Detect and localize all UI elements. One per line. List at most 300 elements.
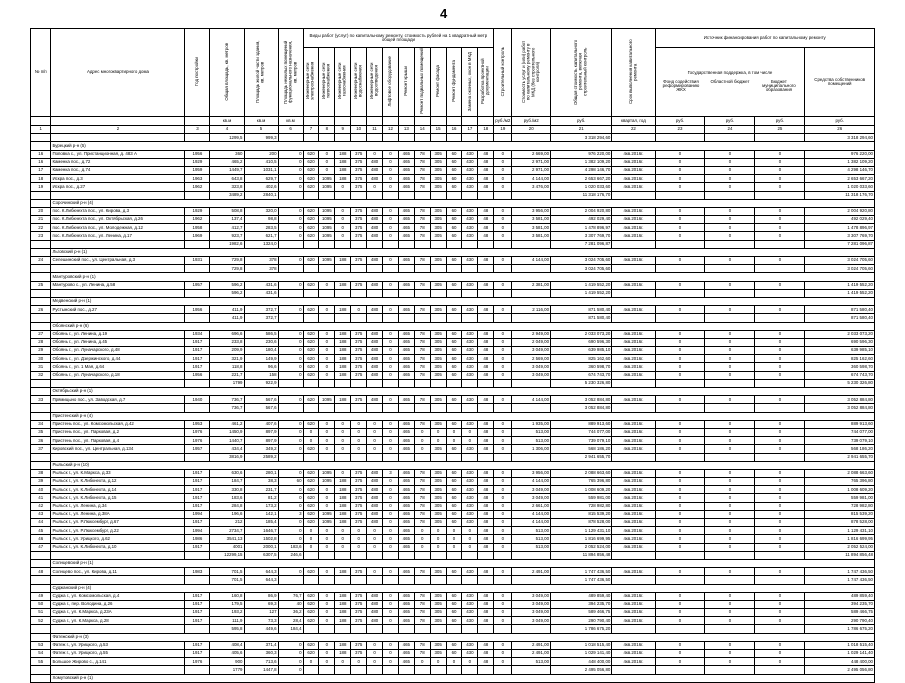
page-number: 4 <box>440 6 448 21</box>
fund-reform: 0 <box>655 428 705 436</box>
row-number: 17 <box>31 166 51 174</box>
fund-reform: 0 <box>655 617 705 625</box>
cell <box>755 265 805 273</box>
work-cost: 48 <box>478 371 494 379</box>
year: 1940 <box>185 396 210 404</box>
work-cost: 1095 <box>319 519 335 527</box>
row-number: 45 <box>31 527 51 535</box>
deadline: 4кв.2016г. <box>612 535 655 543</box>
cell <box>612 453 655 461</box>
work-cost: 0 <box>319 338 335 346</box>
work-cost: 620 <box>303 224 319 232</box>
nonres-area: 0 <box>278 445 303 453</box>
total-cost: 815 539,20 <box>551 510 612 518</box>
table-row <box>31 175 875 183</box>
work-cost: 60 <box>446 568 462 576</box>
header-control: Строительный контроль <box>494 29 512 117</box>
municipal-budget: 0 <box>755 543 805 551</box>
control: 0 <box>494 600 512 608</box>
cell <box>494 314 512 322</box>
year: 1969 <box>185 232 210 240</box>
cell <box>478 191 494 199</box>
municipal-budget: 0 <box>755 568 805 576</box>
cell <box>185 666 210 674</box>
owners-funds: 3 052 884,80 <box>805 396 875 404</box>
deadline: 4кв.2016г. <box>612 207 655 215</box>
address: Обоянь г., ул. Ленина, д.45 <box>51 338 185 346</box>
fund-reform: 0 <box>655 527 705 535</box>
unit-cell <box>383 117 399 126</box>
cell <box>335 289 351 297</box>
subtotal-living: 644,3 <box>244 576 278 584</box>
regional-budget: 0 <box>705 232 755 240</box>
total-area: 233,8 <box>210 338 244 346</box>
subtotal-area: 3489,2 <box>210 191 244 199</box>
nonres-area: 0 <box>278 224 303 232</box>
nonres-area: 0 <box>278 650 303 658</box>
table-header <box>31 29 875 126</box>
subtotal-owners: 3 052 884,80 <box>805 404 875 412</box>
cost-per-sqm: 513,00 <box>512 543 551 551</box>
work-cost: 480 <box>367 371 383 379</box>
owners-funds: 674 743,70 <box>805 371 875 379</box>
header-fund-reform: Фонд содействия реформированию ЖКХ <box>662 78 700 93</box>
unit-cell <box>430 117 446 126</box>
unit-cell: руб. <box>655 117 705 126</box>
year: 1917 <box>185 600 210 608</box>
deadline: 4кв.2016г. <box>612 568 655 576</box>
municipal-budget: 0 <box>755 650 805 658</box>
subtotal-row <box>31 191 875 199</box>
work-cost: 0 <box>319 592 335 600</box>
column-number: 6 <box>278 126 303 134</box>
cell <box>185 314 210 322</box>
cell <box>462 314 478 322</box>
cell <box>430 551 446 559</box>
work-cost: 620 <box>303 371 319 379</box>
header-fund-group: Источник финансирования работ по капитальному ремонту <box>655 29 874 48</box>
unit-cell <box>303 117 319 126</box>
work-cost: 305 <box>430 420 446 428</box>
living-area: 38,3 <box>244 478 278 486</box>
cell <box>705 625 755 633</box>
work-cost: 188 <box>335 568 351 576</box>
work-cost: 375 <box>351 363 367 371</box>
work-cost: 188 <box>335 592 351 600</box>
address: Рыльск г., ул. Ленина, д.38А <box>51 510 185 518</box>
subtotal-living: 431,6 <box>244 289 278 297</box>
work-cost: 375 <box>351 166 367 174</box>
work-cost: 48 <box>478 445 494 453</box>
cell <box>31 379 51 387</box>
living-area: 1646,7 <box>244 527 278 535</box>
fund-reform: 0 <box>655 502 705 510</box>
living-area: 96,6 <box>244 363 278 371</box>
fund-reform: 0 <box>655 396 705 404</box>
subtotal-total: 11 318 176,70 <box>551 191 612 199</box>
fund-reform: 0 <box>655 486 705 494</box>
work-cost: 0 <box>462 658 478 666</box>
cell <box>414 453 430 461</box>
cell <box>383 191 399 199</box>
regional-budget: 0 <box>705 641 755 649</box>
cell <box>31 412 51 420</box>
cell <box>31 248 51 256</box>
work-cost: 480 <box>367 617 383 625</box>
work-cost: 0 <box>383 183 399 191</box>
year: 1917 <box>185 641 210 649</box>
work-cost: 60 <box>446 232 462 240</box>
column-number: 7 <box>303 126 319 134</box>
subtotal-total: 2 495 056,80 <box>551 666 612 674</box>
nonres-area: 0 <box>278 338 303 346</box>
cell <box>31 134 51 142</box>
work-cost: 620 <box>303 469 319 477</box>
work-cost: 0 <box>367 641 383 649</box>
work-cost: 48 <box>478 535 494 543</box>
nonres-area: 0 <box>278 232 303 240</box>
cell <box>51 404 185 412</box>
row-number: 34 <box>31 420 51 428</box>
work-cost: 375 <box>351 650 367 658</box>
work-cost: 430 <box>462 207 478 215</box>
cell <box>512 314 551 322</box>
work-cost: 48 <box>478 166 494 174</box>
table-row <box>31 338 875 346</box>
work-cost: 465 <box>398 478 414 486</box>
cell <box>31 142 51 150</box>
work-cost: 480 <box>367 494 383 502</box>
cell <box>31 625 51 633</box>
nonres-area: 0 <box>278 494 303 502</box>
work-cost: 375 <box>351 207 367 215</box>
work-cost: 620 <box>303 396 319 404</box>
work-cost: 188 <box>335 338 351 346</box>
subtotal-row <box>31 134 875 142</box>
work-cost: 60 <box>446 166 462 174</box>
total-cost: 674 743,70 <box>551 371 612 379</box>
total-cost: 589 466,75 <box>551 609 612 617</box>
work-cost: 0 <box>383 510 399 518</box>
cell <box>319 289 335 297</box>
owners-funds: 1 382 109,20 <box>805 158 875 166</box>
cell <box>705 240 755 248</box>
owners-funds: 1 419 552,20 <box>805 281 875 289</box>
cell <box>185 265 210 273</box>
address: Обоянь г., ул. Луначарского, д.48 <box>51 347 185 355</box>
total-cost: 889 913,60 <box>551 420 612 428</box>
work-cost: 620 <box>303 609 319 617</box>
unit-cell: кв.м <box>210 117 244 126</box>
total-cost: 871 580,40 <box>551 306 612 314</box>
address: Рустынский пос., д.27 <box>51 306 185 314</box>
work-cost: 0 <box>319 347 335 355</box>
cell <box>303 379 319 387</box>
work-cost: 60 <box>446 600 462 608</box>
cell <box>705 551 755 559</box>
deadline: 4кв.2016г. <box>612 338 655 346</box>
header-work: Инженерные сети водоотведения <box>367 48 383 117</box>
municipal-budget: 0 <box>755 257 805 265</box>
regional-budget: 0 <box>705 347 755 355</box>
table-row <box>31 166 875 174</box>
table-row <box>31 543 875 551</box>
total-cost: 1 008 609,20 <box>551 486 612 494</box>
address: Рыльск г., ул. К.Либкнехта, д.12 <box>51 478 185 486</box>
work-cost: 375 <box>351 257 367 265</box>
work-cost: 0 <box>383 650 399 658</box>
work-cost: 0 <box>446 658 462 666</box>
cell <box>398 576 414 584</box>
district-name: Бурецкий р-н (5) <box>51 142 875 150</box>
row-number: 23 <box>31 232 51 240</box>
cell <box>755 453 805 461</box>
work-cost: 78 <box>414 420 430 428</box>
cell <box>383 289 399 297</box>
work-cost: 0 <box>319 641 335 649</box>
cell <box>351 576 367 584</box>
fund-reform: 0 <box>655 510 705 518</box>
work-cost: 0 <box>319 306 335 314</box>
work-cost: 620 <box>303 445 319 453</box>
work-cost: 375 <box>351 330 367 338</box>
owners-funds: 2 052 524,00 <box>805 543 875 551</box>
cell <box>494 404 512 412</box>
work-cost: 0 <box>462 527 478 535</box>
cost-per-sqm: 2 661,00 <box>512 502 551 510</box>
work-cost: 0 <box>383 330 399 338</box>
work-cost: 0 <box>383 527 399 535</box>
work-cost: 430 <box>462 347 478 355</box>
subtotal-area: 596,2 <box>210 289 244 297</box>
work-cost: 620 <box>303 519 319 527</box>
subtotal-area: 1982,6 <box>210 240 244 248</box>
total-cost: 976 220,00 <box>551 150 612 158</box>
total-cost: 489 859,40 <box>551 592 612 600</box>
district-row <box>31 633 875 641</box>
regional-budget: 0 <box>705 281 755 289</box>
cell <box>367 625 383 633</box>
subtotal-owners: 7 281 096,87 <box>805 240 875 248</box>
living-area: 283,5 <box>244 224 278 232</box>
work-cost: 0 <box>383 166 399 174</box>
cell <box>705 134 755 142</box>
address: Рыльск г., ул. Р.Люксембург, д.67 <box>51 519 185 527</box>
work-cost: 0 <box>446 543 462 551</box>
table-row <box>31 527 875 535</box>
cell <box>51 191 185 199</box>
work-cost: 465 <box>398 535 414 543</box>
municipal-budget: 0 <box>755 592 805 600</box>
cell <box>655 551 705 559</box>
total-cost: 2 088 663,60 <box>551 469 612 477</box>
owners-funds: 2 004 920,80 <box>805 207 875 215</box>
work-cost: 78 <box>414 338 430 346</box>
work-cost: 60 <box>446 420 462 428</box>
work-cost: 0 <box>383 600 399 608</box>
work-cost: 430 <box>462 486 478 494</box>
year: 1976 <box>185 428 210 436</box>
work-cost: 430 <box>462 371 478 379</box>
work-cost: 48 <box>478 510 494 518</box>
unit-cell: квартал, год <box>612 117 655 126</box>
work-cost: 0 <box>383 641 399 649</box>
column-number: 2 <box>51 126 185 134</box>
subtotal-nonres <box>278 240 303 248</box>
unit-cell <box>351 117 367 126</box>
total-area: 209,9 <box>210 347 244 355</box>
fund-reform: 0 <box>655 338 705 346</box>
cost-per-sqm: 3 581,00 <box>512 216 551 224</box>
municipal-budget: 0 <box>755 658 805 666</box>
work-cost: 1095 <box>319 469 335 477</box>
row-number: 20 <box>31 207 51 215</box>
work-cost: 305 <box>430 502 446 510</box>
subtotal-owners: 871 580,40 <box>805 314 875 322</box>
address: Солнцево пос., ул. Кирова, д.11 <box>51 568 185 576</box>
table-row <box>31 486 875 494</box>
total-cost: 4 298 146,70 <box>551 166 612 174</box>
district-row <box>31 273 875 281</box>
row-number: 25 <box>31 281 51 289</box>
regional-budget: 0 <box>705 568 755 576</box>
work-cost: 0 <box>367 428 383 436</box>
living-area: 230,6 <box>244 338 278 346</box>
work-cost: 480 <box>367 355 383 363</box>
control: 0 <box>494 207 512 215</box>
owners-funds: 3 307 769,70 <box>805 232 875 240</box>
work-cost: 430 <box>462 224 478 232</box>
work-cost: 0 <box>319 502 335 510</box>
work-cost: 305 <box>430 175 446 183</box>
work-cost: 0 <box>383 207 399 215</box>
regional-budget: 0 <box>705 306 755 314</box>
cell <box>612 240 655 248</box>
work-cost: 620 <box>303 420 319 428</box>
work-cost: 305 <box>430 445 446 453</box>
cost-per-sqm: 3 049,00 <box>512 347 551 355</box>
work-cost: 188 <box>335 486 351 494</box>
cell <box>31 297 51 305</box>
table-row <box>31 502 875 510</box>
work-cost: 0 <box>319 166 335 174</box>
total-area: 160,8 <box>210 592 244 600</box>
district-name: Пристенский р-н (4) <box>51 412 875 420</box>
living-area: 158 <box>244 371 278 379</box>
work-cost: 620 <box>303 592 319 600</box>
work-cost: 430 <box>462 469 478 477</box>
work-cost: 480 <box>367 469 383 477</box>
work-cost: 465 <box>398 420 414 428</box>
row-number: 42 <box>31 502 51 510</box>
work-cost: 480 <box>367 347 383 355</box>
owners-funds: 1 018 515,40 <box>805 641 875 649</box>
deadline: 4кв.2016г. <box>612 641 655 649</box>
subtotal-living: 999,3 <box>244 134 278 142</box>
cost-per-sqm: 2 569,00 <box>512 355 551 363</box>
column-number: 21 <box>551 126 612 134</box>
work-cost: 0 <box>414 543 430 551</box>
living-area: 149,9 <box>244 355 278 363</box>
deadline: 4кв.2016г. <box>612 478 655 486</box>
table-row <box>31 216 875 224</box>
living-area: 372,7 <box>244 306 278 314</box>
municipal-budget: 0 <box>755 330 805 338</box>
row-number: 31 <box>31 363 51 371</box>
municipal-budget: 0 <box>755 428 805 436</box>
nonres-area: 0 <box>278 527 303 535</box>
work-cost: 0 <box>414 437 430 445</box>
work-cost: 48 <box>478 486 494 494</box>
control: 0 <box>494 224 512 232</box>
work-cost: 480 <box>367 257 383 265</box>
work-cost: 0 <box>319 330 335 338</box>
work-cost: 188 <box>335 371 351 379</box>
work-cost: 78 <box>414 257 430 265</box>
total-area: 4001 <box>210 543 244 551</box>
total-area: 330,8 <box>210 486 244 494</box>
header-nonres-area: Площадь нежилых помещений функционального назначения, кв. метров <box>278 29 303 117</box>
work-cost: 78 <box>414 330 430 338</box>
year: 1956 <box>185 371 210 379</box>
row-number: 51 <box>31 609 51 617</box>
work-cost: 1095 <box>319 224 335 232</box>
work-cost: 188 <box>335 650 351 658</box>
row-number: 28 <box>31 338 51 346</box>
total-area: 736,7 <box>210 396 244 404</box>
address: Искра пос., д.27 <box>51 183 185 191</box>
year: 1917 <box>185 478 210 486</box>
regional-budget: 0 <box>705 207 755 215</box>
cell <box>430 134 446 142</box>
column-number: 12 <box>383 126 399 134</box>
work-cost: 305 <box>430 600 446 608</box>
address: пос. К.Либкнехта пос., ул. Ленина, д.17 <box>51 232 185 240</box>
cell <box>705 379 755 387</box>
header-regional: Областной бюджет <box>710 78 750 84</box>
nonres-area: 0 <box>278 207 303 215</box>
work-cost: 0 <box>383 535 399 543</box>
work-cost: 0 <box>414 428 430 436</box>
year: 1917 <box>185 469 210 477</box>
address: Каменка пос., д.74 <box>51 166 185 174</box>
subtotal-living: 1324,0 <box>244 240 278 248</box>
cell <box>612 666 655 674</box>
year: 1957 <box>185 445 210 453</box>
cell <box>303 240 319 248</box>
cost-per-sqm: 3 049,00 <box>512 371 551 379</box>
work-cost: 305 <box>430 207 446 215</box>
year: 1917 <box>185 502 210 510</box>
work-cost: 1095 <box>319 232 335 240</box>
nonres-area: 0 <box>278 363 303 371</box>
cell <box>319 666 335 674</box>
work-cost: 78 <box>414 600 430 608</box>
control: 0 <box>494 150 512 158</box>
municipal-budget: 0 <box>755 641 805 649</box>
municipal-budget: 0 <box>755 437 805 445</box>
regional-budget: 0 <box>705 371 755 379</box>
regional-budget: 0 <box>705 658 755 666</box>
work-cost: 305 <box>430 347 446 355</box>
table-row <box>31 617 875 625</box>
work-cost: 0 <box>319 428 335 436</box>
unit-cell <box>31 117 51 126</box>
cell <box>319 191 335 199</box>
work-cost: 188 <box>335 166 351 174</box>
work-cost: 375 <box>351 609 367 617</box>
cell <box>494 289 512 297</box>
